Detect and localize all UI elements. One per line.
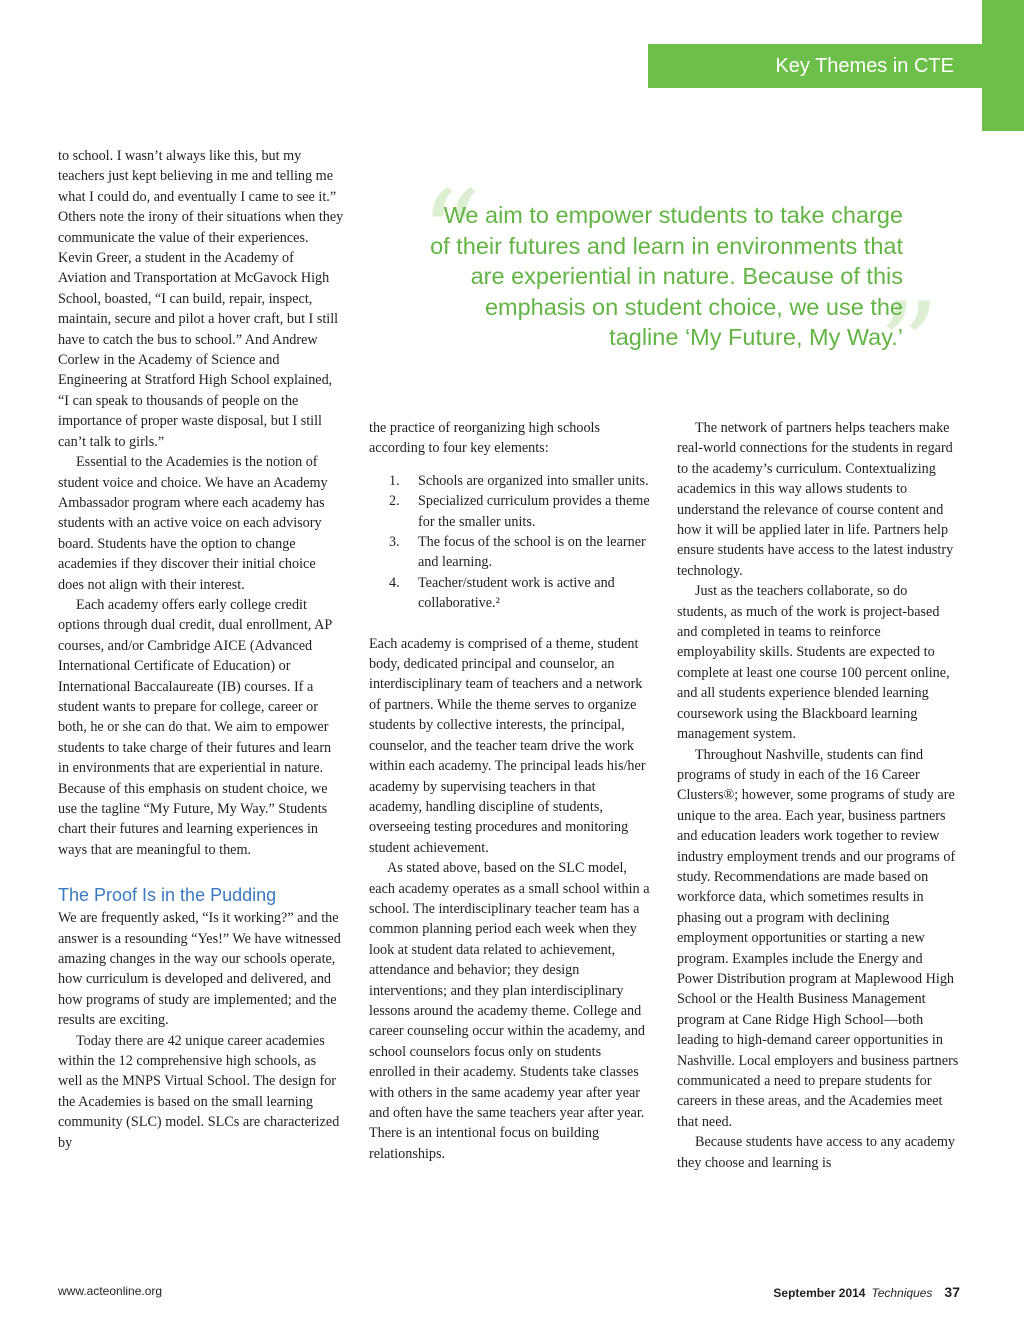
pull-quote-text: We aim to empower students to take charge of their futures and learn in environments that are experiential in nature. Because of this emphasis on student choice, we use the tagline ‘My Future, My Way.’ bbox=[430, 202, 903, 350]
paragraph: Today there are 42 unique career academies within the 12 comprehensive high schools, as well as the MNPS Virtual School. The design for the Academies is based on the small learning community (SLC) model. SLCs are characterized by bbox=[58, 1032, 340, 1151]
article-column-3 bbox=[677, 418, 960, 1173]
pull-quote bbox=[420, 166, 940, 417]
article-column-1 bbox=[58, 146, 344, 1153]
list-item bbox=[369, 471, 651, 491]
paragraph: The network of partners helps teachers make real-world connections for the students in regard to the academy’s curriculum. Contextualizing academics in this way allows students to understand the relevance of course content and how it will be applied later in life. Partners help ensure students have access to the latest industry technology. bbox=[677, 420, 954, 579]
list-text: Teacher/student work is active and collaborative.² bbox=[418, 574, 615, 612]
footer-url: www.acteonline.org bbox=[58, 1284, 163, 1298]
paragraph: Each academy offers early college credit options through dual credit, dual enrollment, AP courses, and/or Cambridge AICE (Advanced International Certificate of Education) or International Baccalaureate (IB) courses. If a student wants to prepare for college, career or both, he or she can do that. We aim to empower students to take charge of their futures and learn in environments that are experiential in nature. Because of this emphasis on student choice, we use the tagline “My Future, My Way.” Students chart their futures and learning experiences in ways that are meaningful to them. bbox=[58, 596, 332, 858]
issue-date: September 2014 bbox=[773, 1286, 866, 1300]
open-quote-mark: “ bbox=[420, 166, 482, 305]
accent-bar bbox=[982, 0, 1024, 131]
list-item bbox=[369, 573, 651, 614]
paragraph: Essential to the Academies is the notion of student voice and choice. We have an Academy Ambassador program where each academy has students with an active voice on each advisory board. Students have the option to change academies if they discover their initial choice does not align with their interest. bbox=[58, 454, 328, 593]
close-quote-mark: ” bbox=[878, 278, 940, 417]
paragraph: the practice of reorganizing high schools according to four key elements: bbox=[369, 420, 600, 457]
list-number: 3. bbox=[389, 534, 400, 551]
paragraph: As stated above, based on the SLC model, each academy operates as a small school within a school. The interdisciplinary teacher team has a common planning period each week when they look at student data related to achievement, attendance and behavior; they design interventions; and they plan interdisciplinary lessons around the academy theme. College and career counseling occur within the academy, and school counselors focus only on students enrolled in their academy. Students take classes with others in the same academy year after year and often have the same teachers year after year. There is an intentional focus on building relationships. bbox=[369, 860, 650, 1162]
paragraph: Just as the teachers collaborate, so do students, as much of the work is project-based and completed in teams to reinforce employability skills. Students are expected to complete at least one course 100 percent online, and all students experience blended learning coursework using the Blackboard learning management system. bbox=[677, 583, 950, 743]
article-column-2 bbox=[369, 418, 651, 1164]
paragraph: Throughout Nashville, students can find programs of study in each of the 16 Career Clusters®; however, some programs of study are unique to the area. Each year, business partners and education leaders work together to review industry employment trends and our programs of study. Recommendations are made based on workforce data, which sometimes results in phasing out a program with declining employment opportunities or starting a new program. Examples include the Energy and Power Distribution program at Maplewood High School or the Health Business Management program at Cane Ridge High School—both leading to high-demand career opportunities in Nashville. Local employers and business partners communicated a need to prepare students for careers in these areas, and the Academies meet that need. bbox=[677, 746, 959, 1130]
section-tab: Key Themes in CTE bbox=[648, 44, 982, 88]
list-text: The focus of the school is on the learner and learning. bbox=[418, 534, 646, 571]
section-subhead: The Proof Is in the Pudding bbox=[58, 885, 277, 906]
list-number: 4. bbox=[389, 574, 400, 591]
list-number: 2. bbox=[389, 493, 400, 510]
paragraph: Each academy is comprised of a theme, student body, dedicated principal and counselor, an interdisciplinary team of teachers and a network of partners. While the theme serves to organize students by collective interests, the principal, counselor, and the teacher team drive the work within each academy. The principal leads his/her academy by supervising teachers in that academy, handling discipline of students, overseeing testing procedures and monitoring student achievement. bbox=[369, 635, 646, 856]
list-number: 1. bbox=[389, 472, 400, 489]
list-item bbox=[369, 532, 651, 573]
list-item bbox=[369, 491, 651, 532]
page-number: 37 bbox=[944, 1284, 960, 1300]
publication-name: Techniques bbox=[871, 1286, 933, 1300]
paragraph: to school. I wasn’t always like this, but my teachers just kept believing in me and telling me what I could do, and eventually I came to see it.” Others note the irony of their situations when they communicate the value of their experiences. Kevin Greer, a student in the Academy of Aviation and Transportation at McGavock High School, boasted, “I can build, repair, inspect, maintain, secure and pilot a hover craft, but I still have to catch the bus to school.” And Andrew Corlew in the Academy of Science and Engineering at Stratford High School explained, “I can speak to thousands of people on the importance of proper waste disposal, but I still can’t talk to girls.” bbox=[58, 148, 344, 450]
list-text: Specialized curriculum provides a theme for the smaller units. bbox=[418, 493, 650, 530]
folio bbox=[773, 1284, 960, 1300]
list-text: Schools are organized into smaller units. bbox=[418, 472, 649, 489]
key-elements-list bbox=[369, 471, 651, 614]
paragraph: Because students have access to any academy they choose and learning is bbox=[677, 1134, 955, 1171]
paragraph: We are frequently asked, “Is it working?” and the answer is a resounding “Yes!” We have witnessed amazing changes in the way our schools operate, how curriculum is developed and delivered, and how programs of study are implemented; and the results are exciting. bbox=[58, 910, 341, 1029]
